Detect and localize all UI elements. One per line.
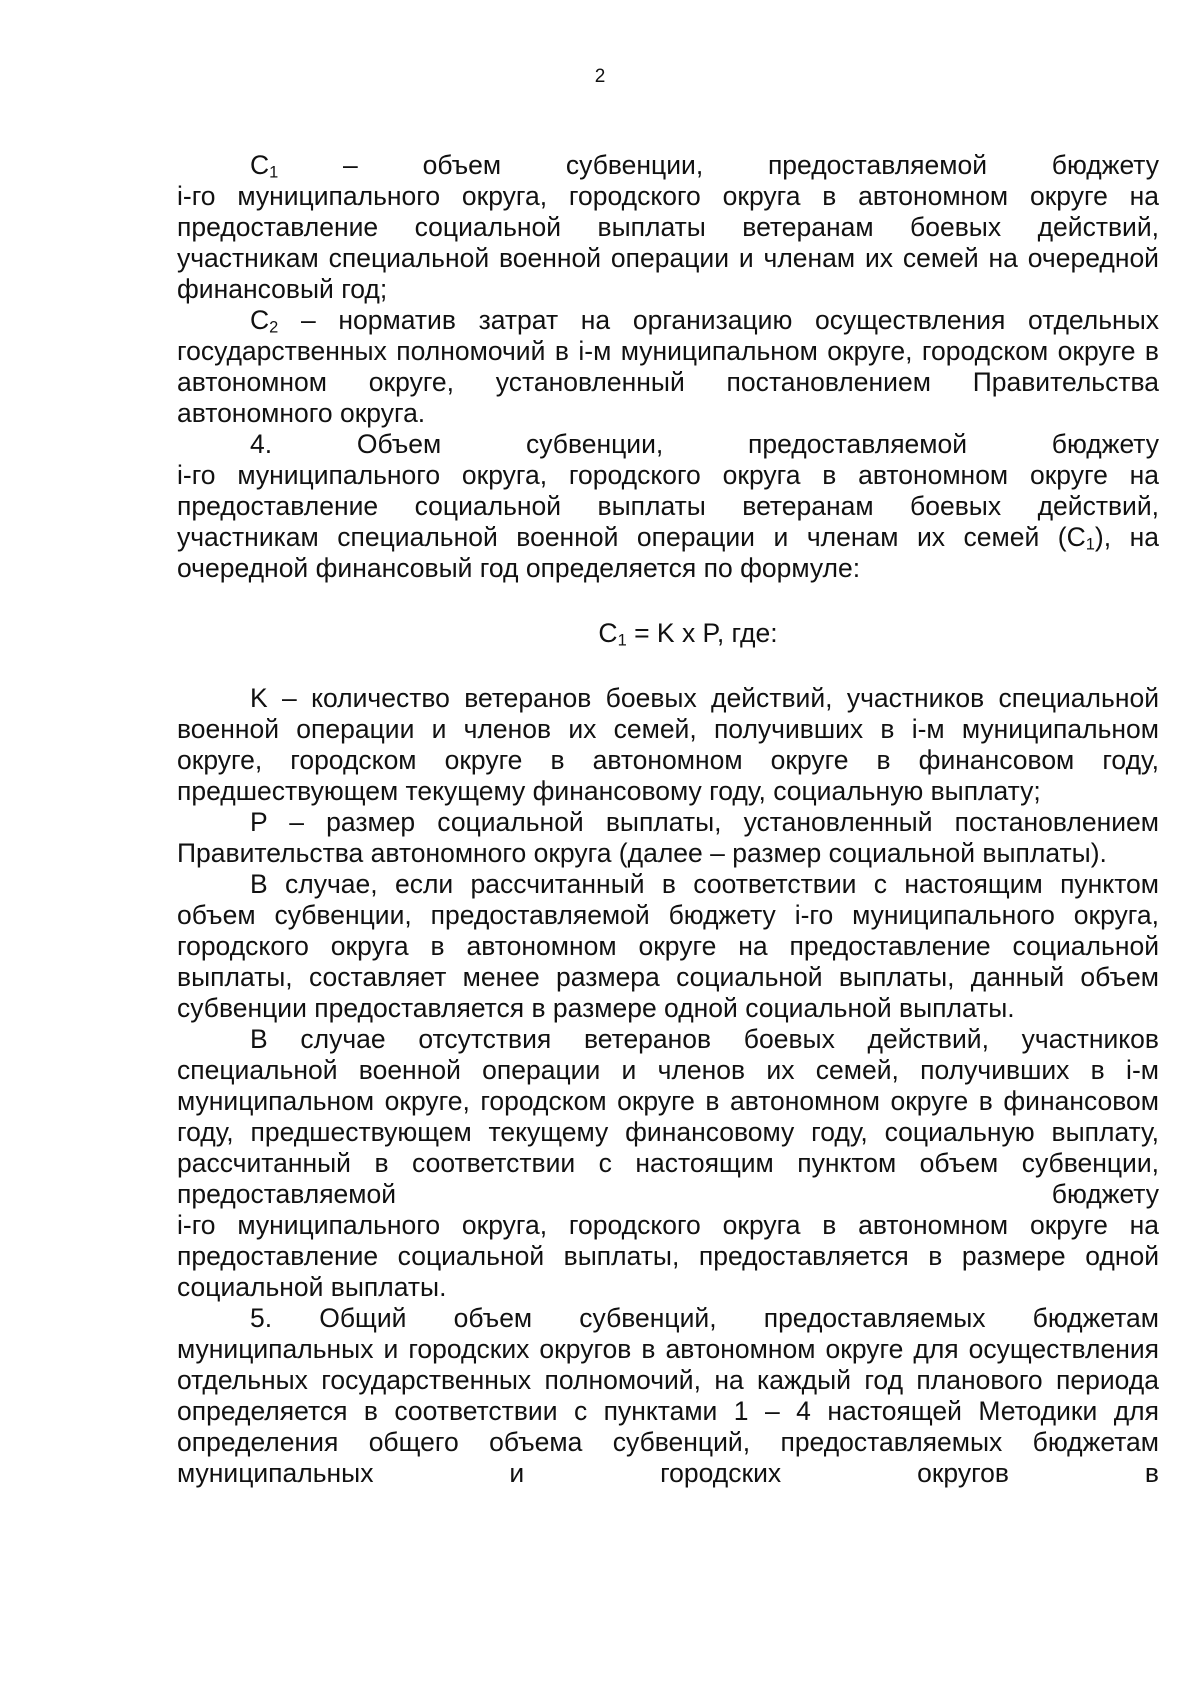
c1-definition-lead: – объем субвенции, предоставляемой бюджету <box>278 150 1159 180</box>
paragraph-k-definition: K – количество ветеранов боевых действий, участников специальной военной операции и членов их семей, получивших в i-м муниципальном округе, городском округе в автономном округе в финансовом году, предшествующем текущему финансовому году, социальную выплату; <box>177 683 1159 806</box>
formula-symbol: C <box>598 618 618 648</box>
paragraph-p-definition: P – размер социальной выплаты, установленный постановлением Правительства автономного округа (далее – размер социальной выплаты). <box>177 807 1159 868</box>
paragraph-case-less-than-payment: В случае, если рассчитанный в соответствии с настоящим пунктом объем субвенции, предоставляемой бюджету i-го муниципального округа, городского округа в автономном округе на предоставление социальной выплаты, составляет менее размера социальной выплаты, данный объем субвенции предоставляется в размере одной социальной выплаты. <box>177 869 1159 1023</box>
case-no-veterans-tail: i-го муниципального округа, городского округа в автономном округе на предоставление социальной выплаты, предоставляется в размере одной социальной выплаты. <box>177 1210 1159 1302</box>
clause-4-first-line: 4. Объем субвенции, предоставляемой бюджету <box>250 429 1159 459</box>
c2-subscript: 2 <box>269 318 279 337</box>
paragraph-c2-definition <box>177 305 1159 429</box>
clause-4-c1-subscript: 1 <box>1085 535 1095 554</box>
c1-symbol: C <box>250 150 270 180</box>
paragraph-clause-4 <box>177 429 1159 584</box>
paragraph-clause-5: 5. Общий объем субвенций, предоставляемых бюджетам муниципальных и городских округов в автономном округе для осуществления отдельных государственных полномочий, на каждый год планового периода определяется в соответствии с пунктами 1 – 4 настоящей Методики для определения общего объема субвенций, предоставляемых бюджетам муниципальных и городских округов в <box>177 1303 1159 1488</box>
clause-4-part2: ), на очередной финансовый год определяется по формуле: <box>177 522 1159 583</box>
formula-subscript: 1 <box>617 631 627 650</box>
clause-4-part1: i-го муниципального округа, городского округа в автономном округе на предоставление социальной выплаты ветеранам боевых действий, участникам специальной военной операции и членам их семей (C <box>177 460 1159 552</box>
formula <box>177 618 1159 649</box>
paragraph-case-no-veterans <box>177 1024 1159 1303</box>
c2-symbol: C <box>250 305 270 335</box>
clause-4-body <box>177 460 1159 584</box>
c2-definition-text: – норматив затрат на организацию осуществления отдельных государственных полномочий в i-м муниципальном округе, городском округе в автономном округе, установленный постановлением Правительства автономного округа. <box>177 305 1159 428</box>
paragraph-c1-definition <box>177 150 1159 305</box>
document-body <box>177 150 1159 1489</box>
c1-definition-text: i-го муниципального округа, городского округа в автономном округе на предоставление социальной выплаты ветеранам боевых действий, участникам специальной военной операции и членам их семей на очередной финансовый год; <box>177 181 1159 304</box>
case-no-veterans-lead: В случае отсутствия ветеранов боевых действий, участников специальной военной операции и членов их семей, получивших в i-м муниципальном округе, городском округе в автономном округе в финансовом году, предшествующем текущему финансовому году, социальную выплату, рассчитанный в соответствии с настоящим пунктом объем субвенции, предоставляемой бюджету <box>177 1024 1159 1209</box>
c1-subscript: 1 <box>269 163 279 182</box>
page-number: 2 <box>594 66 606 87</box>
c1-definition-first-line <box>177 150 1159 181</box>
formula-rest: = K x P, где: <box>626 618 778 648</box>
